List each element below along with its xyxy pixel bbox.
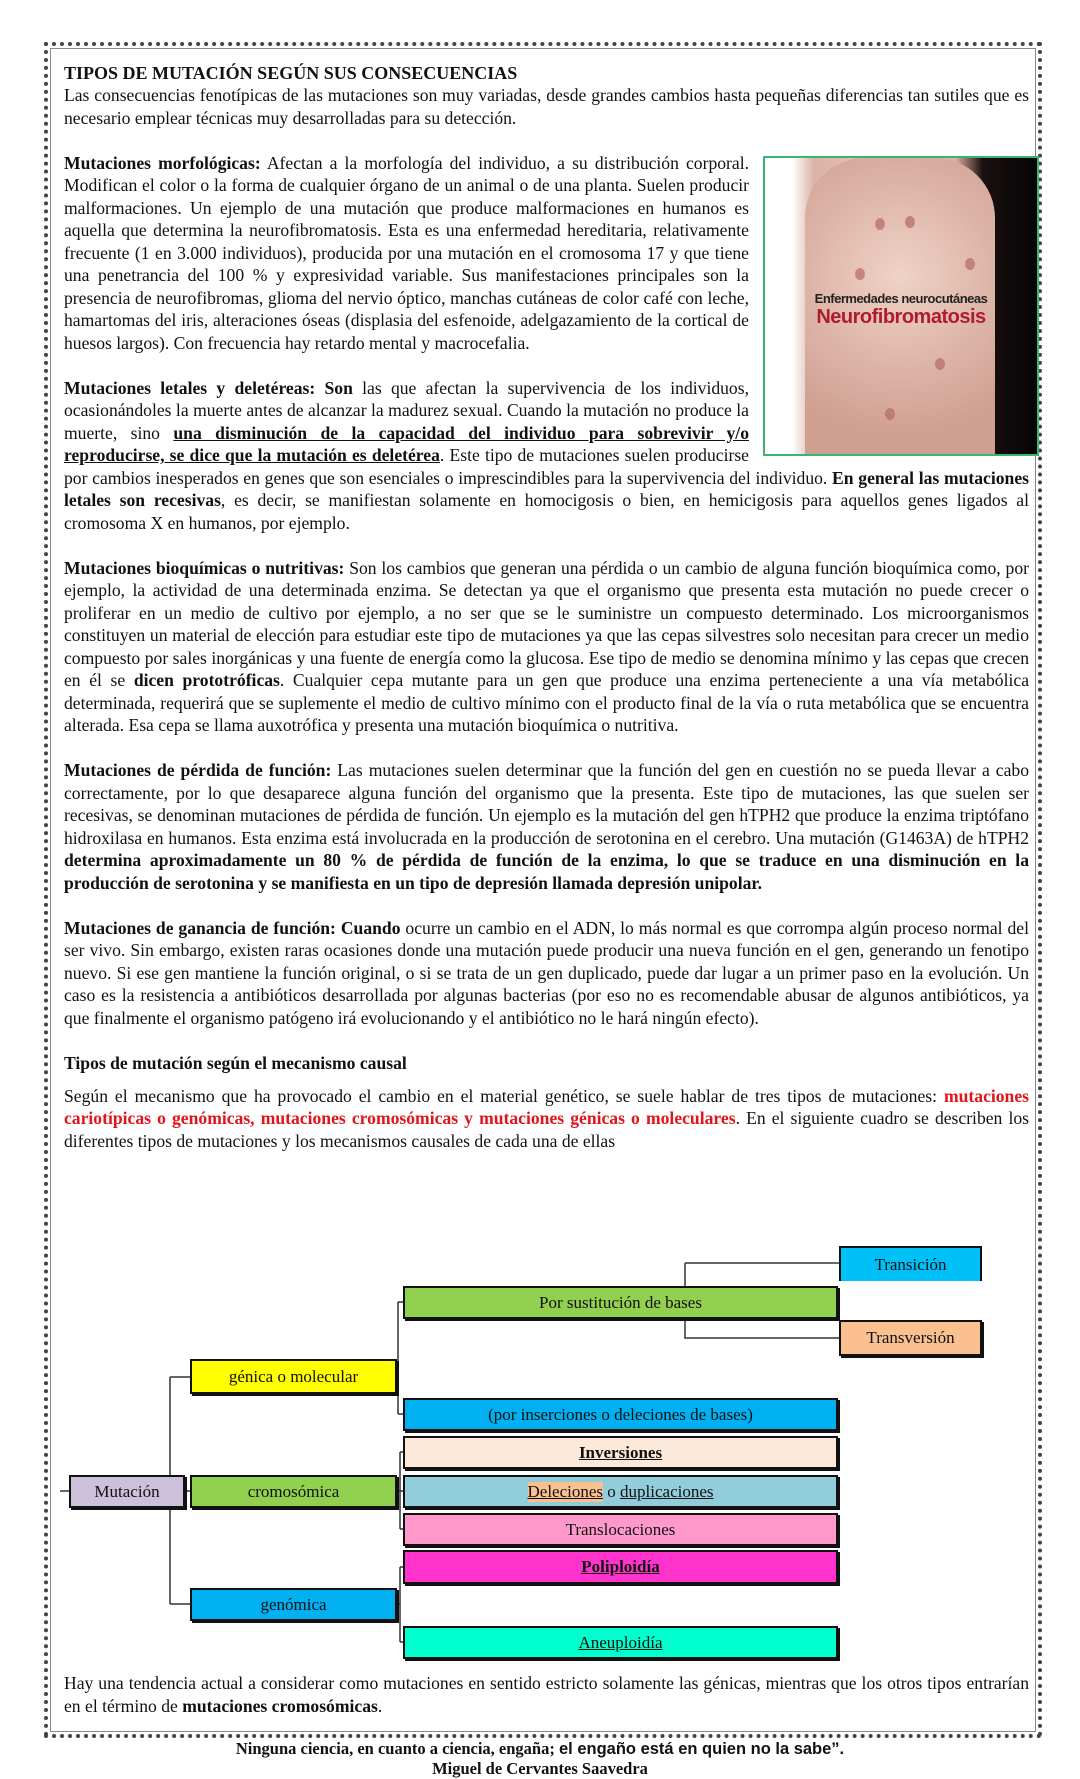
quote-author: Miguel de Cervantes Saavedra <box>432 1759 648 1778</box>
text-run: . <box>377 1695 383 1716</box>
box-genomica: genómica <box>190 1588 397 1621</box>
box-translocaciones: Translocaciones <box>403 1513 838 1546</box>
emphasized-text: dicen prototróficas <box>133 670 280 690</box>
emphasized-text: Mutaciones letales y deletéreas: Son <box>64 377 353 398</box>
quote: Ninguna ciencia, en cuanto a ciencia, engaña; el engaño está en quien no la sabe”. <box>235 1739 845 1758</box>
box-transicion: Transición <box>839 1246 982 1281</box>
text-run: . Este tipo de mutaciones suelen producirse por cambios inesperados en genes que son esenciales o imprescindibles para la supervivencia del individuo. <box>64 445 833 488</box>
text-run: . En el siguiente cuadro se describen los diferentes tipos de mutaciones y los mecanismos causales de cada una de ellas <box>64 1108 1030 1151</box>
emphasized-text: Mutaciones de pérdida de función: <box>64 760 332 780</box>
emphasized-text: una disminución de la capacidad del individuo para sobrevivir y/o reproducirse, se dice que la mutación es deletérea <box>64 422 749 465</box>
text-run: Son los cambios que generan una pérdida o un cambio de alguna función bioquímica como, por ejemplo, la actividad de una determinada enzima. Se detectan ya que el organismo que presenta esta mutación no puede crecer o proliferar en un medio de cultivo por ejemplo, a no ser que se le suministre un compuesto determinado. Los microorganismos constituyen un material de elección para estudiar este tipo de mutaciones ya que las cepas silvestres solo necesitan para crecer un medio compuesto por sales inorgánicas y una fuente de energía como la glucosa. Ese tipo de medio se denomina mínimo y las cepas que crecen en él se <box>64 557 1029 690</box>
closing-section <box>64 1672 1029 1717</box>
closing-paragraph <box>64 1672 1029 1717</box>
emphasized-text: Mutaciones bioquímicas o nutritivas: <box>64 557 345 578</box>
box-poliploidia: Poliploidía <box>403 1550 838 1584</box>
box-genica: génica o molecular <box>190 1359 397 1394</box>
emphasized-text: mutaciones cromosómicas <box>182 1695 378 1716</box>
box-transversion: Transversión <box>839 1320 982 1356</box>
box-cromosomica: cromosómica <box>190 1475 397 1508</box>
text-run: las que afectan la supervivencia de los individuos, ocasionándoles la muerte antes de alcanzar la madurez sexual. Cuando la mutación no produce la muerte, sino <box>64 377 749 443</box>
text-run: Las mutaciones suelen determinar que la función del gen en cuestión no se pueda llevar a cabo correctamente, por lo que desaparece alguna función del organismo que la presenta. Este tipo de mutaciones, las que suelen ser recesivas, se denominan mutaciones de pérdida de función. Un ejemplo es la mutación del gen hTPH2 que produce la enzima triptófano hidroxilasa en humanos. Esta enzima está involucrada en la producción de serotonina en el cerebro. Una mutación (G1463A) de hTPH2 <box>64 760 1029 848</box>
photo-caption-top: Enfermedades neurocutáneas <box>814 290 988 306</box>
emphasized-text: En general las mutaciones letales son recesivas <box>64 467 1029 510</box>
intro-paragraph: Las consecuencias fenotípicas de las mutaciones son muy variadas, desde grandes cambios hasta pequeñas diferencias tan sutiles que es necesario emplear técnicas muy desarrolladas para su detección. <box>64 85 1029 128</box>
box-mutacion: Mutación <box>69 1475 185 1508</box>
emphasized-text: mutaciones cariotípicas o genómicas, mutaciones cromosómicas y mutaciones génicas o moleculares <box>64 1085 1029 1128</box>
text-run: , es decir, se manifiestan solamente en homocigosis o bien, en hemicigosis para aquellos genes ligados al cromosoma X en humanos, por ejemplo. <box>64 490 1030 533</box>
box-inversiones: Inversiones <box>403 1436 838 1469</box>
text-run: ocurre un cambio en el ADN, lo más normal es que corrompa algún proceso normal del ser vivo. Sin embargo, existen raras ocasiones donde una mutación puede producir una nueva función en el gen, generando un fenotipo nuevo. Si ese gen mantiene la función original, o si se trata de un gen duplicado, puede dar lugar a un primer paso en la evolución. Un caso es la resistencia a antibióticos desarrollada por algunas bacterias (por eso no es recomendable abusar de algunos antibióticos, ya que finalmente el organismo patógeno irá evolucionando y el antibiótico no le hará ningún efecto). <box>64 917 1029 1028</box>
box-deleciones: Deleciones o duplicaciones <box>403 1475 838 1508</box>
deleciones-label: Deleciones <box>527 1481 604 1501</box>
photo-caption-main: Neurofibromatosis <box>816 305 986 328</box>
emphasized-text: Mutaciones de ganancia de función: Cuando <box>64 917 401 938</box>
box-inserciones: (por inserciones o deleciones de bases) <box>403 1398 838 1431</box>
emphasized-text: determina aproximadamente un 80 % de pérdida de función de la enzima, lo que se traduce en una disminución en la producción de serotonina y se manifiesta en un tipo de depresión llamada depresión unipolar. <box>64 850 1029 893</box>
emphasized-text: Mutaciones morfológicas: <box>64 152 261 173</box>
text-run: Según el mecanismo que ha provocado el cambio en el material genético, se suele hablar de tres tipos de mutaciones: <box>64 1085 944 1106</box>
text-run: Hay una tendencia actual a considerar como mutaciones en sentido estricto solamente las génicas, mientras que los otros tipos entrarían en el término de <box>64 1673 1029 1716</box>
duplicaciones-label: duplicaciones <box>620 1481 714 1501</box>
text-run: Afectan a la morfología del individuo, a su distribución corporal. Modifican el color o la forma de cualquier órgano de un animal o de una planta. Suelen producir malformaciones. Un ejemplo de una mutación que produce malformaciones en humanos es aquella que determina la neurofibromatosis. Esta es una enfermedad hereditaria, relativamente frecuente (1 en 3.000 individuos), producida por una mutación en el cromosoma 17 y que tiene una penetrancia del 100 % y expresividad variable. Sus manifestaciones principales son la presencia de neurofibromas, glioma del nervio óptico, manchas cutáneas de color café con leche, hamartomas del iris, alteraciones óseas (displasia del esfenoide, adelgazamiento de la cortical de huesos largos). Con frecuencia hay retardo mental y macrocefalia. <box>64 152 749 353</box>
box-aneuploidia: Aneuploidía <box>403 1626 838 1659</box>
page-title: TIPOS DE MUTACIÓN SEGÚN SUS CONSECUENCIAS <box>64 63 518 83</box>
subheading: Tipos de mutación según el mecanismo causal <box>64 1052 407 1073</box>
box-sustitucion: Por sustitución de bases <box>403 1286 838 1319</box>
text-run: . Cualquier cepa mutante para un gen que produce una enzima perteneciente a una vía metabólica determinada, requerirá que se suplemente el medio de cultivo mínimo con el producto final de la vía o ruta metabólica que se encuentra alterada. Esa cepa se llama auxotrófica y presenta una mutación bioquímica o nutritiva. <box>64 670 1030 735</box>
